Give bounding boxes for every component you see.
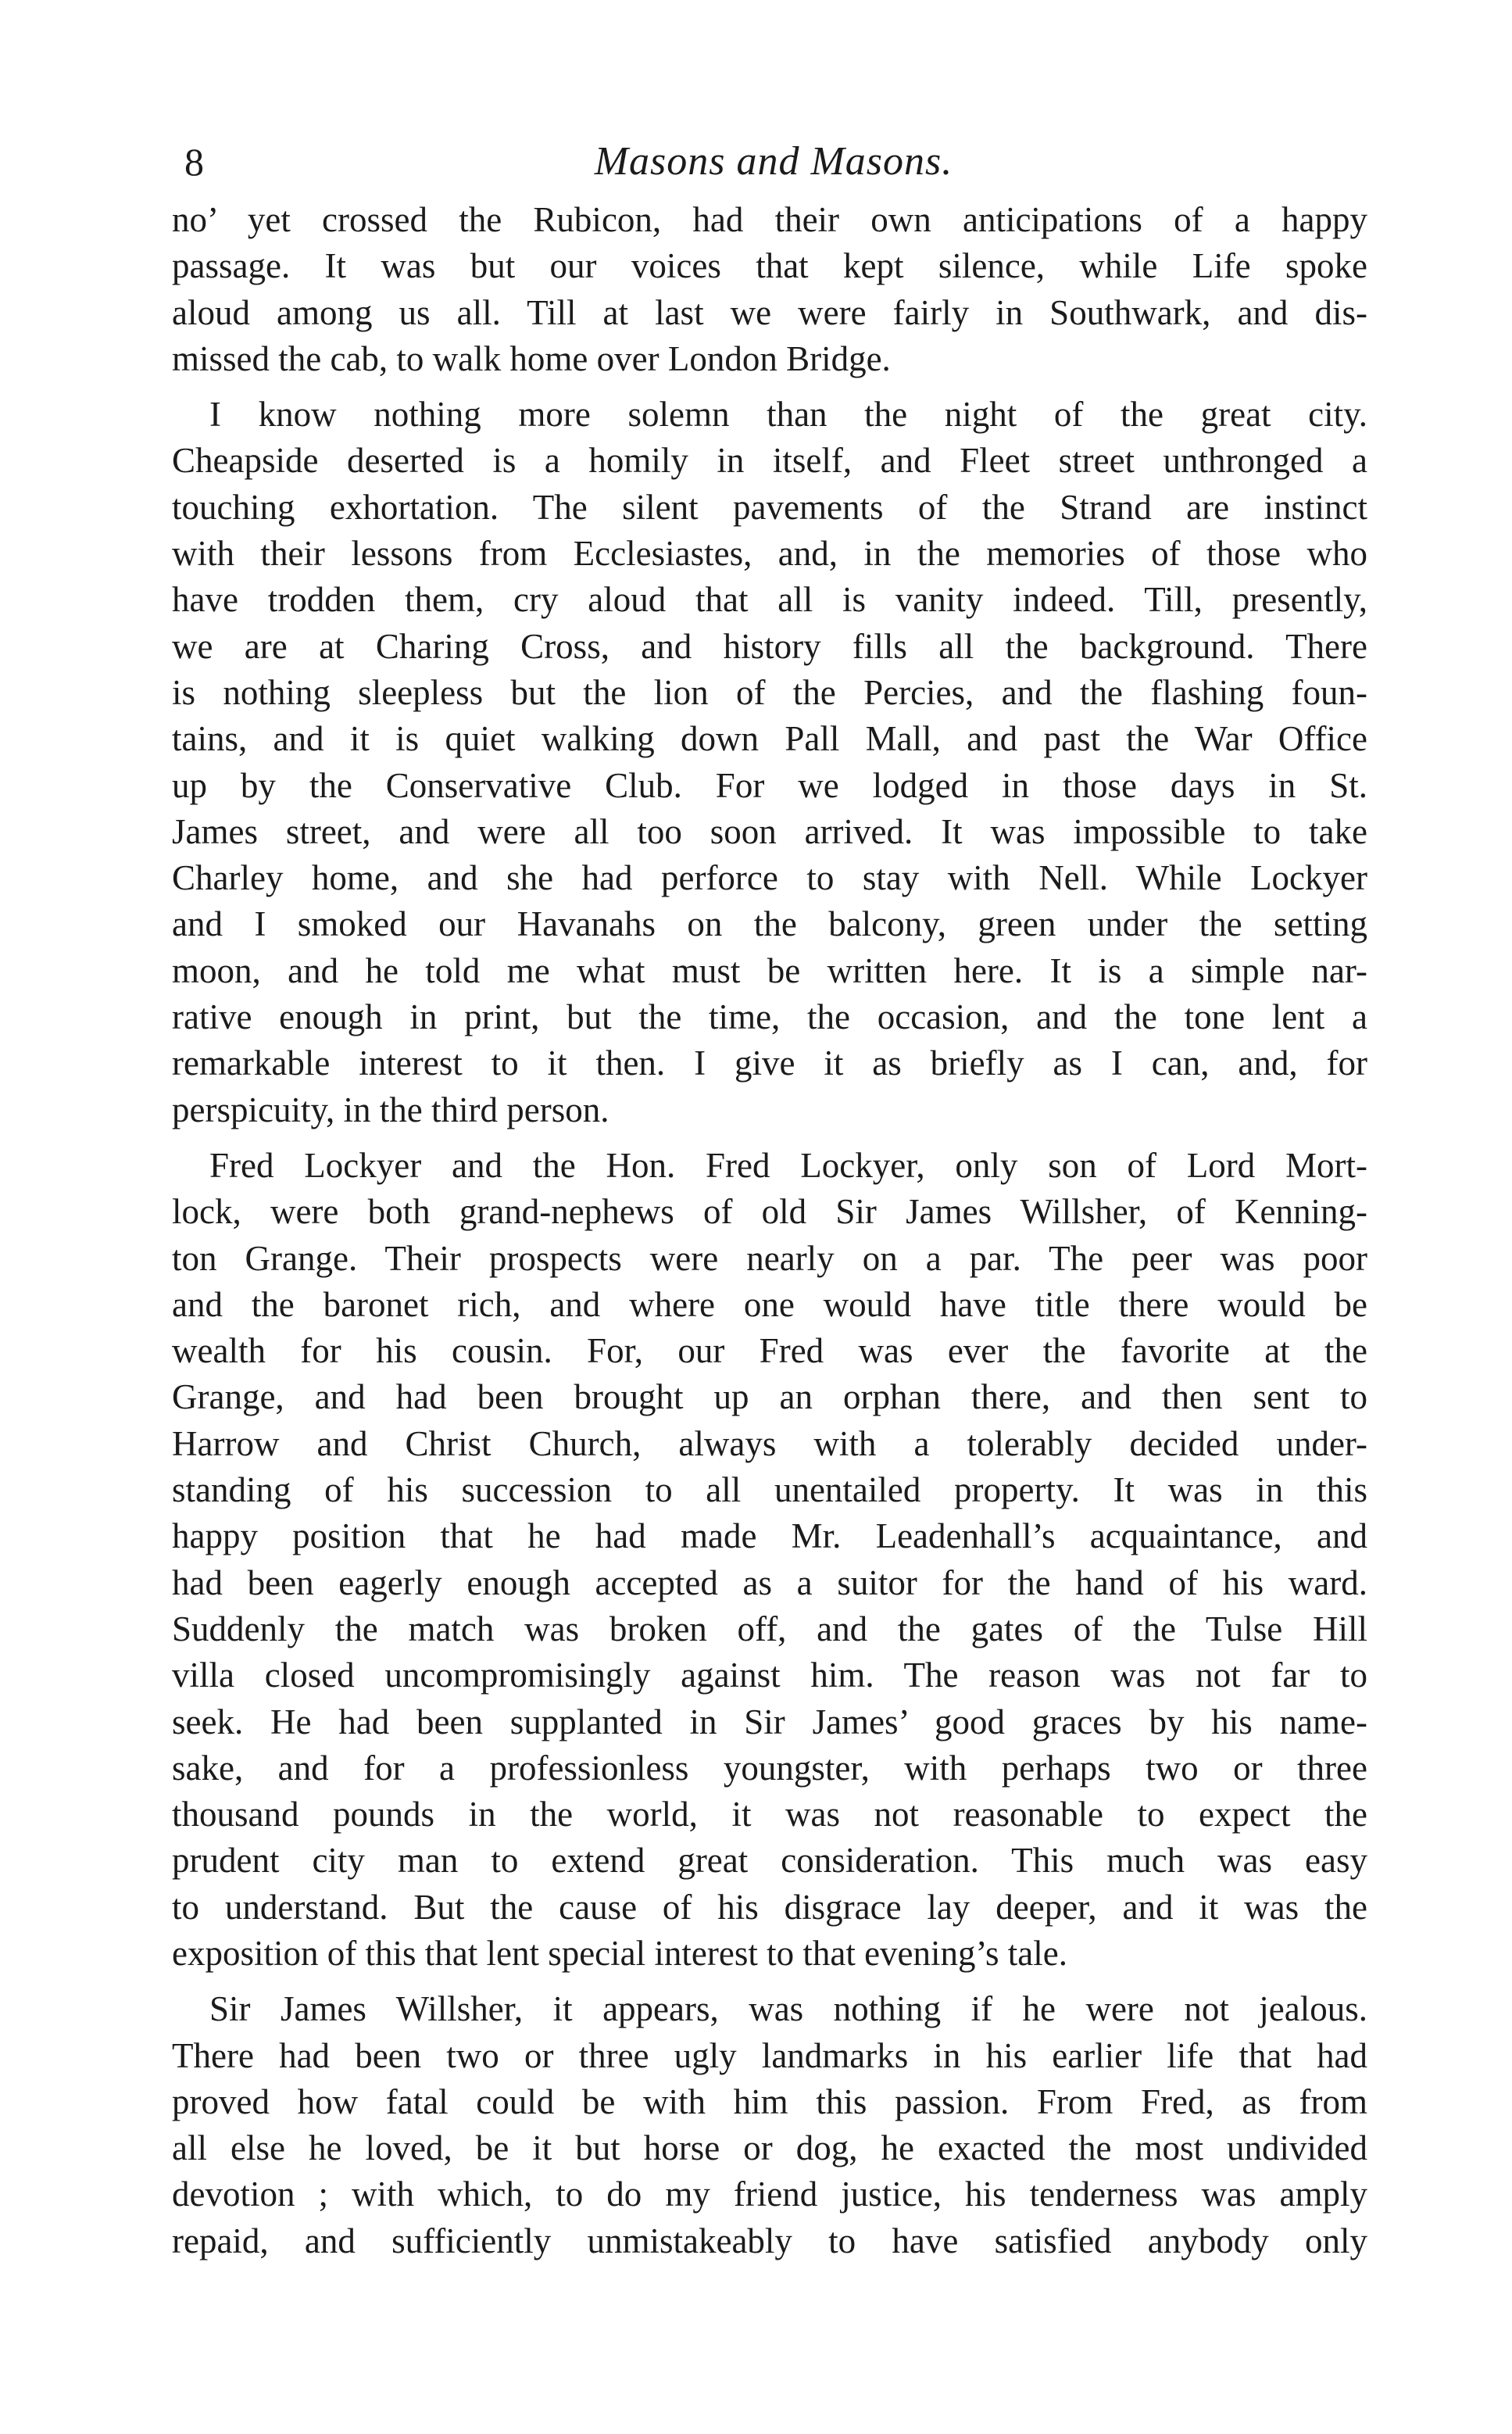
text-line: missed the cab, to walk home over London Bridge. [172,338,891,378]
text-line: Grange, and had been brought up an orphan there, and then sent to [172,1377,1367,1417]
text-line: and the baronet rich, and where one would have title there would be [172,1284,1367,1324]
text-line: Harrow and Christ Church, always with a tolerably decided under- [172,1423,1367,1463]
text-line: I know nothing more solemn than the night of the great city. [209,395,1367,435]
text-line: with their lessons from Ecclesiastes, and, in the memories of those who [172,534,1367,574]
page-header [184,134,1363,189]
text-line: sake, and for a professionless youngster, with perhaps two or three [172,1748,1367,1788]
paragraph [172,1143,1367,1977]
text-line: up by the Conservative Club. For we lodged in those days in St. [172,765,1367,805]
text-line: repaid, and sufficiently unmistakeably to have satisfied anybody only [172,2221,1367,2260]
text-line: all else he loved, be it but horse or dog, he exacted the most undivided [172,2128,1367,2168]
text-line: There had been two or three ugly landmarks in his earlier life that had [172,2035,1367,2075]
text-line: passage. It was but our voices that kept silence, while Life spoke [172,246,1367,286]
text-line: remarkable interest to it then. I give it as briefly as I can, and, for [172,1043,1367,1083]
text-line: rative enough in print, but the time, the occasion, and the tone lent a [172,997,1367,1037]
text-line: aloud among us all. Till at last we were fairly in Southwark, and dis- [172,292,1367,332]
text-line: moon, and he told me what must be written here. It is a simple nar- [172,950,1367,990]
text-line: James street, and were all too soon arrived. It was impossible to take [172,811,1367,851]
text-line: Fred Lockyer and the Hon. Fred Lockyer, only son of Lord Mort- [209,1145,1367,1185]
text-line: had been eagerly enough accepted as a suitor for the hand of his ward. [172,1562,1367,1602]
paragraph [172,197,1367,382]
text-line: Cheapside deserted is a homily in itself, and Fleet street unthronged a [172,441,1367,481]
text-line: perspicuity, in the third person. [172,1090,609,1129]
text-line: Sir James Willsher, it appears, was nothing if he were not jealous. [209,1989,1367,2029]
page-number: 8 [184,140,204,184]
text-line: standing of his succession to all unentailed property. It was in this [172,1470,1367,1510]
text-line: wealth for his cousin. For, our Fred was ever the favorite at the [172,1331,1367,1371]
text-line: happy position that he had made Mr. Leadenhall’s acquaintance, and [172,1516,1367,1556]
text-line: Charley home, and she had perforce to stay with Nell. While Lockyer [172,858,1367,898]
text-line: prudent city man to extend great consideration. This much was easy [172,1841,1367,1881]
running-title: Masons and Masons. [594,139,953,184]
paragraph [172,392,1367,1133]
text-line: tains, and it is quiet walking down Pall Mall, and past the War Office [172,719,1367,759]
body-text [172,197,1367,2274]
text-line: have trodden them, cry aloud that all is vanity indeed. Till, presently, [172,580,1367,620]
text-line: lock, were both grand-nephews of old Sir James Willsher, of Kenning- [172,1192,1367,1232]
text-line: is nothing sleepless but the lion of the Percies, and the flashing foun- [172,672,1367,712]
text-line: proved how fatal could be with him this passion. From Fred, as from [172,2081,1367,2121]
text-line: devotion ; with which, to do my friend justice, his tenderness was amply [172,2174,1367,2214]
text-line: Suddenly the match was broken off, and the gates of the Tulse Hill [172,1609,1367,1648]
paragraph [172,1986,1367,2264]
text-line: no’ yet crossed the Rubicon, had their own anticipations of a happy [172,200,1367,239]
text-line: to understand. But the cause of his disgrace lay deeper, and it was the [172,1887,1367,1927]
text-line: we are at Charing Cross, and history fills all the background. There [172,626,1367,666]
text-line: touching exhortation. The silent pavements of the Strand are instinct [172,487,1367,527]
text-line: seek. He had been supplanted in Sir James’ good graces by his name- [172,1702,1367,1741]
text-line: exposition of this that lent special interest to that evening’s tale. [172,1933,1067,1973]
text-line: ton Grange. Their prospects were nearly on a par. The peer was poor [172,1238,1367,1278]
text-line: and I smoked our Havanahs on the balcony, green under the setting [172,904,1367,944]
text-line: villa closed uncompromisingly against him. The reason was not far to [172,1655,1367,1695]
text-line: thousand pounds in the world, it was not reasonable to expect the [172,1795,1367,1834]
